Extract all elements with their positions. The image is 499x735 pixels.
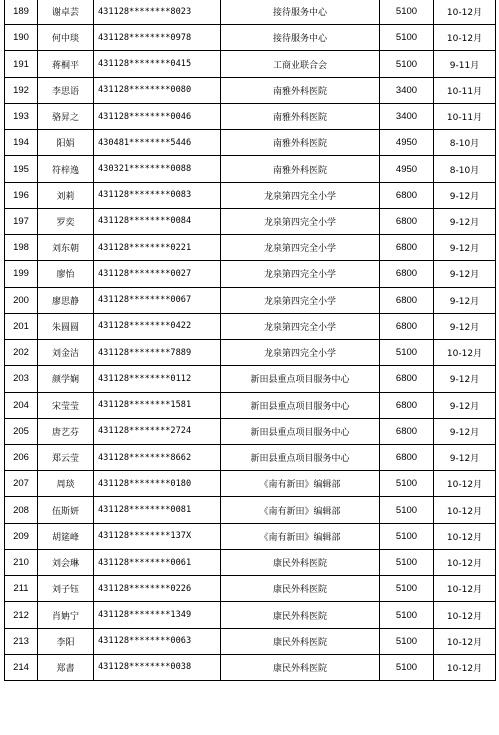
table-row bbox=[5, 287, 496, 313]
row-number-cell: 193 bbox=[5, 103, 38, 129]
person-name-cell: 刘莉 bbox=[38, 182, 94, 208]
period-cell: 10-12月 bbox=[434, 0, 496, 25]
person-name-cell: 肖姌宁 bbox=[38, 602, 94, 628]
period-cell: 10-12月 bbox=[434, 654, 496, 680]
id-number-cell: 431128********0226 bbox=[94, 576, 221, 602]
id-number-cell: 431128********1349 bbox=[94, 602, 221, 628]
period-cell: 10-12月 bbox=[434, 576, 496, 602]
table-row bbox=[5, 628, 496, 654]
row-number-cell: 192 bbox=[5, 77, 38, 103]
amount-cell: 5100 bbox=[380, 51, 434, 77]
person-name-cell: 阳娟 bbox=[38, 130, 94, 156]
id-number-cell: 431128********1581 bbox=[94, 392, 221, 418]
person-name-cell: 胡筵峰 bbox=[38, 523, 94, 549]
id-number-cell: 431128********0221 bbox=[94, 235, 221, 261]
table-row bbox=[5, 418, 496, 444]
row-number-cell: 212 bbox=[5, 602, 38, 628]
row-number-cell: 194 bbox=[5, 130, 38, 156]
person-name-cell: 郑書 bbox=[38, 654, 94, 680]
period-cell: 9-12月 bbox=[434, 392, 496, 418]
work-unit-cell: 康民外科医院 bbox=[221, 654, 380, 680]
period-cell: 9-12月 bbox=[434, 313, 496, 339]
amount-cell: 4950 bbox=[380, 156, 434, 182]
period-cell: 9-12月 bbox=[434, 418, 496, 444]
id-number-cell: 431128********0063 bbox=[94, 628, 221, 654]
row-number-cell: 211 bbox=[5, 576, 38, 602]
table-row bbox=[5, 51, 496, 77]
amount-cell: 5100 bbox=[380, 576, 434, 602]
table-row bbox=[5, 392, 496, 418]
table-row bbox=[5, 103, 496, 129]
work-unit-cell: 龙泉第四完全小学 bbox=[221, 261, 380, 287]
amount-cell: 5100 bbox=[380, 654, 434, 680]
table-row bbox=[5, 471, 496, 497]
row-number-cell: 209 bbox=[5, 523, 38, 549]
table-row bbox=[5, 654, 496, 680]
work-unit-cell: 龙泉第四完全小学 bbox=[221, 235, 380, 261]
period-cell: 9-12月 bbox=[434, 261, 496, 287]
id-number-cell: 431128********7889 bbox=[94, 340, 221, 366]
period-cell: 10-12月 bbox=[434, 549, 496, 575]
table-row bbox=[5, 77, 496, 103]
work-unit-cell: 《南有新田》编辑部 bbox=[221, 497, 380, 523]
table-row bbox=[5, 366, 496, 392]
id-number-cell: 431128********0046 bbox=[94, 103, 221, 129]
work-unit-cell: 康民外科医院 bbox=[221, 549, 380, 575]
period-cell: 10-11月 bbox=[434, 103, 496, 129]
person-name-cell: 李阳 bbox=[38, 628, 94, 654]
table-row bbox=[5, 602, 496, 628]
person-name-cell: 颜学娴 bbox=[38, 366, 94, 392]
table-row bbox=[5, 208, 496, 234]
id-number-cell: 431128********0061 bbox=[94, 549, 221, 575]
work-unit-cell: 工商业联合会 bbox=[221, 51, 380, 77]
work-unit-cell: 龙泉第四完全小学 bbox=[221, 208, 380, 234]
person-name-cell: 李思语 bbox=[38, 77, 94, 103]
person-name-cell: 罗奕 bbox=[38, 208, 94, 234]
period-cell: 9-12月 bbox=[434, 235, 496, 261]
id-number-cell: 431128********0080 bbox=[94, 77, 221, 103]
table-row bbox=[5, 549, 496, 575]
work-unit-cell: 新田县重点项目服务中心 bbox=[221, 392, 380, 418]
amount-cell: 5100 bbox=[380, 0, 434, 25]
person-name-cell: 周琰 bbox=[38, 471, 94, 497]
table-row bbox=[5, 156, 496, 182]
table-row bbox=[5, 130, 496, 156]
subsidy-table bbox=[4, 0, 496, 681]
work-unit-cell: 《南有新田》编辑部 bbox=[221, 471, 380, 497]
amount-cell: 6800 bbox=[380, 313, 434, 339]
id-number-cell: 431128********0027 bbox=[94, 261, 221, 287]
amount-cell: 6800 bbox=[380, 287, 434, 313]
work-unit-cell: 《南有新田》编辑部 bbox=[221, 523, 380, 549]
person-name-cell: 廖思静 bbox=[38, 287, 94, 313]
work-unit-cell: 新田县重点项目服务中心 bbox=[221, 366, 380, 392]
person-name-cell: 宋莹莹 bbox=[38, 392, 94, 418]
work-unit-cell: 康民外科医院 bbox=[221, 628, 380, 654]
row-number-cell: 189 bbox=[5, 0, 38, 25]
id-number-cell: 430321********0088 bbox=[94, 156, 221, 182]
person-name-cell: 唐艺芬 bbox=[38, 418, 94, 444]
person-name-cell: 蒋桐平 bbox=[38, 51, 94, 77]
id-number-cell: 431128********8023 bbox=[94, 0, 221, 25]
row-number-cell: 201 bbox=[5, 313, 38, 339]
person-name-cell: 符梓逸 bbox=[38, 156, 94, 182]
work-unit-cell: 康民外科医院 bbox=[221, 602, 380, 628]
work-unit-cell: 南雅外科医院 bbox=[221, 130, 380, 156]
period-cell: 9-12月 bbox=[434, 208, 496, 234]
amount-cell: 5100 bbox=[380, 628, 434, 654]
amount-cell: 6800 bbox=[380, 235, 434, 261]
amount-cell: 3400 bbox=[380, 77, 434, 103]
row-number-cell: 191 bbox=[5, 51, 38, 77]
person-name-cell: 伍斯妍 bbox=[38, 497, 94, 523]
amount-cell: 4950 bbox=[380, 130, 434, 156]
row-number-cell: 208 bbox=[5, 497, 38, 523]
row-number-cell: 204 bbox=[5, 392, 38, 418]
id-number-cell: 431128********0083 bbox=[94, 182, 221, 208]
id-number-cell: 431128********0415 bbox=[94, 51, 221, 77]
row-number-cell: 205 bbox=[5, 418, 38, 444]
id-number-cell: 431128********0081 bbox=[94, 497, 221, 523]
row-number-cell: 210 bbox=[5, 549, 38, 575]
id-number-cell: 431128********0038 bbox=[94, 654, 221, 680]
table-row bbox=[5, 0, 496, 25]
period-cell: 10-12月 bbox=[434, 497, 496, 523]
work-unit-cell: 新田县重点项目服务中心 bbox=[221, 418, 380, 444]
row-number-cell: 200 bbox=[5, 287, 38, 313]
period-cell: 9-12月 bbox=[434, 444, 496, 470]
period-cell: 10-12月 bbox=[434, 471, 496, 497]
table-row bbox=[5, 444, 496, 470]
row-number-cell: 198 bbox=[5, 235, 38, 261]
amount-cell: 6800 bbox=[380, 444, 434, 470]
table-row bbox=[5, 182, 496, 208]
person-name-cell: 谢卓芸 bbox=[38, 0, 94, 25]
row-number-cell: 202 bbox=[5, 340, 38, 366]
amount-cell: 6800 bbox=[380, 182, 434, 208]
period-cell: 8-10月 bbox=[434, 130, 496, 156]
period-cell: 10-11月 bbox=[434, 77, 496, 103]
work-unit-cell: 龙泉第四完全小学 bbox=[221, 340, 380, 366]
person-name-cell: 刘会琳 bbox=[38, 549, 94, 575]
work-unit-cell: 龙泉第四完全小学 bbox=[221, 182, 380, 208]
work-unit-cell: 接待服务中心 bbox=[221, 0, 380, 25]
table-row bbox=[5, 25, 496, 51]
amount-cell: 6800 bbox=[380, 261, 434, 287]
amount-cell: 6800 bbox=[380, 418, 434, 444]
work-unit-cell: 龙泉第四完全小学 bbox=[221, 313, 380, 339]
row-number-cell: 214 bbox=[5, 654, 38, 680]
person-name-cell: 朱圆圆 bbox=[38, 313, 94, 339]
amount-cell: 5100 bbox=[380, 25, 434, 51]
work-unit-cell: 龙泉第四完全小学 bbox=[221, 287, 380, 313]
period-cell: 8-10月 bbox=[434, 156, 496, 182]
row-number-cell: 203 bbox=[5, 366, 38, 392]
id-number-cell: 431128********0180 bbox=[94, 471, 221, 497]
amount-cell: 6800 bbox=[380, 208, 434, 234]
row-number-cell: 195 bbox=[5, 156, 38, 182]
period-cell: 10-12月 bbox=[434, 340, 496, 366]
work-unit-cell: 新田县重点项目服务中心 bbox=[221, 444, 380, 470]
id-number-cell: 431128********8662 bbox=[94, 444, 221, 470]
person-name-cell: 何中琰 bbox=[38, 25, 94, 51]
amount-cell: 3400 bbox=[380, 103, 434, 129]
table-row bbox=[5, 497, 496, 523]
table-row bbox=[5, 340, 496, 366]
period-cell: 10-12月 bbox=[434, 25, 496, 51]
amount-cell: 6800 bbox=[380, 392, 434, 418]
table-row bbox=[5, 235, 496, 261]
amount-cell: 5100 bbox=[380, 602, 434, 628]
work-unit-cell: 接待服务中心 bbox=[221, 25, 380, 51]
work-unit-cell: 南雅外科医院 bbox=[221, 156, 380, 182]
id-number-cell: 431128********2724 bbox=[94, 418, 221, 444]
id-number-cell: 431128********0084 bbox=[94, 208, 221, 234]
id-number-cell: 430481********5446 bbox=[94, 130, 221, 156]
row-number-cell: 206 bbox=[5, 444, 38, 470]
row-number-cell: 196 bbox=[5, 182, 38, 208]
work-unit-cell: 南雅外科医院 bbox=[221, 103, 380, 129]
id-number-cell: 431128********137X bbox=[94, 523, 221, 549]
row-number-cell: 213 bbox=[5, 628, 38, 654]
amount-cell: 5100 bbox=[380, 549, 434, 575]
period-cell: 9-11月 bbox=[434, 51, 496, 77]
amount-cell: 5100 bbox=[380, 340, 434, 366]
id-number-cell: 431128********0112 bbox=[94, 366, 221, 392]
amount-cell: 5100 bbox=[380, 471, 434, 497]
person-name-cell: 刘子钰 bbox=[38, 576, 94, 602]
period-cell: 9-12月 bbox=[434, 182, 496, 208]
table-row bbox=[5, 576, 496, 602]
id-number-cell: 431128********0422 bbox=[94, 313, 221, 339]
table-row bbox=[5, 523, 496, 549]
person-name-cell: 刘金洁 bbox=[38, 340, 94, 366]
person-name-cell: 郑云莹 bbox=[38, 444, 94, 470]
id-number-cell: 431128********0067 bbox=[94, 287, 221, 313]
row-number-cell: 197 bbox=[5, 208, 38, 234]
period-cell: 10-12月 bbox=[434, 628, 496, 654]
period-cell: 9-12月 bbox=[434, 287, 496, 313]
amount-cell: 5100 bbox=[380, 497, 434, 523]
period-cell: 10-12月 bbox=[434, 602, 496, 628]
work-unit-cell: 康民外科医院 bbox=[221, 576, 380, 602]
person-name-cell: 廖怡 bbox=[38, 261, 94, 287]
row-number-cell: 207 bbox=[5, 471, 38, 497]
period-cell: 10-12月 bbox=[434, 523, 496, 549]
person-name-cell: 刘东朝 bbox=[38, 235, 94, 261]
row-number-cell: 199 bbox=[5, 261, 38, 287]
amount-cell: 6800 bbox=[380, 366, 434, 392]
id-number-cell: 431128********0978 bbox=[94, 25, 221, 51]
period-cell: 9-12月 bbox=[434, 366, 496, 392]
table-row bbox=[5, 261, 496, 287]
row-number-cell: 190 bbox=[5, 25, 38, 51]
amount-cell: 5100 bbox=[380, 523, 434, 549]
work-unit-cell: 南雅外科医院 bbox=[221, 77, 380, 103]
table-row bbox=[5, 313, 496, 339]
person-name-cell: 骆昇之 bbox=[38, 103, 94, 129]
